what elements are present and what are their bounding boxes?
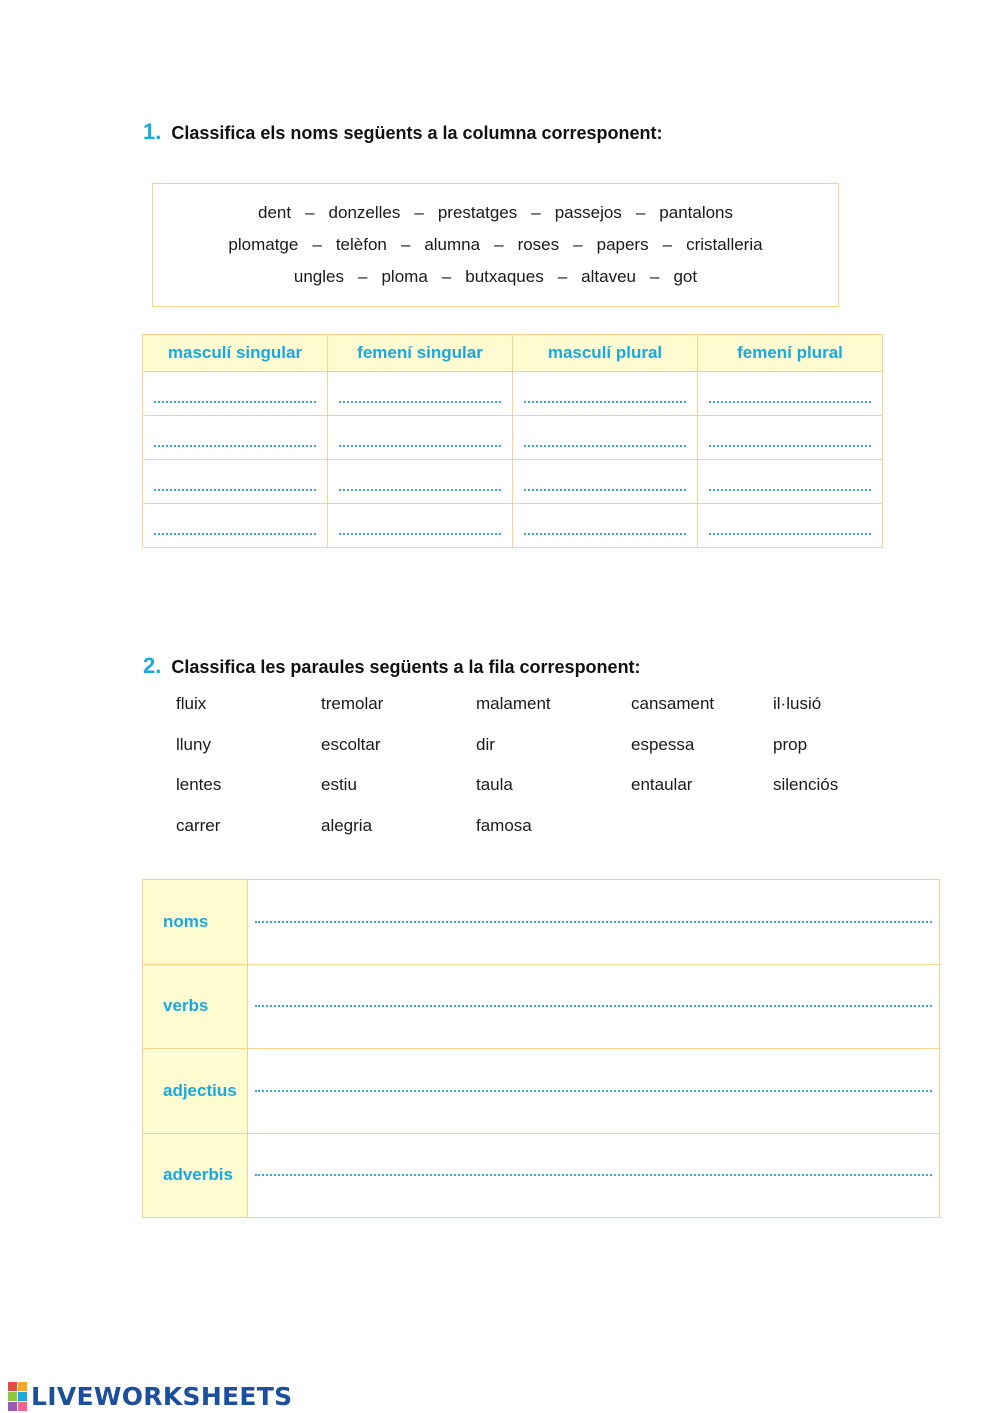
word-bank-word: ploma xyxy=(381,267,428,286)
brand-name: LIVEWORKSHEETS xyxy=(31,1382,293,1411)
answer-cell[interactable] xyxy=(513,504,698,548)
word-list-item: taula xyxy=(476,775,513,794)
word-bank-word: prestatges xyxy=(437,203,518,222)
word-separator: – xyxy=(305,203,315,222)
word-list-item: il·lusió xyxy=(773,694,822,713)
exercise-2-number: 2. xyxy=(143,653,162,678)
answer-cell[interactable] xyxy=(698,372,883,416)
dotted-answer-line xyxy=(709,533,871,535)
word-bank-word: butxaques xyxy=(465,267,544,286)
dotted-answer-line xyxy=(709,489,871,491)
word-list-row xyxy=(176,735,876,776)
word-bank-word: roses xyxy=(517,235,560,254)
liveworksheets-logo-icon xyxy=(8,1382,27,1411)
exercise-2-title xyxy=(143,653,641,679)
word-separator: – xyxy=(557,267,568,286)
category-label-verbs: verbs xyxy=(143,964,248,1049)
word-separator: – xyxy=(573,235,583,254)
word-list-item: tremolar xyxy=(321,694,384,713)
word-list-row xyxy=(176,816,876,857)
logo-square xyxy=(8,1382,17,1391)
word-bank-word: pantalons xyxy=(659,203,734,222)
answer-cell[interactable] xyxy=(143,416,328,460)
table-row xyxy=(143,416,883,460)
table-row xyxy=(143,1049,940,1134)
dotted-answer-line xyxy=(339,489,501,491)
answer-cell[interactable] xyxy=(328,460,513,504)
word-bank-line xyxy=(258,203,733,223)
word-bank-word: plomatge xyxy=(228,235,299,254)
category-label-adverbis: adverbis xyxy=(143,1133,248,1218)
answer-cell[interactable] xyxy=(698,416,883,460)
word-list-item: lentes xyxy=(176,775,222,794)
dotted-answer-line xyxy=(524,445,686,447)
dotted-answer-line xyxy=(524,489,686,491)
dotted-answer-line xyxy=(339,401,501,403)
dotted-answer-line xyxy=(255,921,932,923)
category-answer-adverbis[interactable] xyxy=(248,1133,940,1218)
word-list-row xyxy=(176,775,876,816)
word-bank-word: altaveu xyxy=(581,267,636,286)
dotted-answer-line xyxy=(154,401,316,403)
dotted-answer-line xyxy=(255,1090,932,1092)
answer-cell[interactable] xyxy=(513,416,698,460)
answer-cell[interactable] xyxy=(143,504,328,548)
answer-cell[interactable] xyxy=(328,504,513,548)
word-list-item: lluny xyxy=(176,734,211,754)
exercise-1-number: 1. xyxy=(143,119,162,144)
word-separator: – xyxy=(650,267,660,286)
dotted-answer-line xyxy=(709,401,871,403)
word-bank-word: ungles xyxy=(293,267,344,286)
word-separator: – xyxy=(400,235,411,254)
word-category-table xyxy=(142,879,940,1218)
word-separator: – xyxy=(441,267,452,286)
word-list-item: espessa xyxy=(631,734,695,754)
word-separator: – xyxy=(358,267,368,286)
column-header-masculi-plural: masculí plural xyxy=(513,335,698,372)
answer-cell[interactable] xyxy=(143,372,328,416)
word-separator: – xyxy=(635,203,646,222)
table-row xyxy=(143,1133,940,1218)
word-bank-line xyxy=(294,267,697,287)
table-row xyxy=(143,460,883,504)
logo-square xyxy=(8,1402,17,1411)
word-list-item: alegria xyxy=(321,815,373,835)
footer-brand xyxy=(8,1382,292,1411)
word-list-item: escoltar xyxy=(321,734,381,754)
category-label-noms: noms xyxy=(143,880,248,965)
answer-cell[interactable] xyxy=(328,416,513,460)
logo-square xyxy=(18,1392,27,1401)
table-row xyxy=(143,504,883,548)
logo-square xyxy=(18,1382,27,1391)
word-list-item: prop xyxy=(773,734,808,754)
dotted-answer-line xyxy=(154,445,316,447)
word-list-item: famosa xyxy=(476,815,532,835)
dotted-answer-line xyxy=(255,1174,932,1176)
word-bank-word: dent xyxy=(257,203,292,222)
category-label-adjectius: adjectius xyxy=(143,1049,248,1134)
word-list-item: cansament xyxy=(631,694,715,713)
answer-cell[interactable] xyxy=(698,460,883,504)
word-bank-box xyxy=(152,183,839,307)
dotted-answer-line xyxy=(339,533,501,535)
word-separator: – xyxy=(312,235,322,254)
dotted-answer-line xyxy=(339,445,501,447)
column-header-femeni-singular: femení singular xyxy=(328,335,513,372)
word-list-item: fluix xyxy=(176,694,207,713)
word-separator: – xyxy=(662,235,673,254)
word-bank-word: papers xyxy=(596,235,649,254)
logo-square xyxy=(8,1392,17,1401)
category-answer-noms[interactable] xyxy=(248,880,940,965)
word-bank-word: passejos xyxy=(554,203,622,222)
answer-cell[interactable] xyxy=(513,372,698,416)
word-list-item: entaular xyxy=(631,775,693,794)
table-header-row xyxy=(143,335,883,372)
word-bank-word: cristalleria xyxy=(686,235,763,254)
word-list-row xyxy=(176,694,876,735)
category-answer-verbs[interactable] xyxy=(248,964,940,1049)
dotted-answer-line xyxy=(154,533,316,535)
answer-cell[interactable] xyxy=(513,460,698,504)
column-header-masculi-singular: masculí singular xyxy=(143,335,328,372)
exercise-2-instruction: Classifica les paraules següents a la fila corresponent: xyxy=(171,657,641,677)
word-separator: – xyxy=(494,235,504,254)
word-bank-word: got xyxy=(673,267,698,286)
category-answer-adjectius[interactable] xyxy=(248,1049,940,1134)
word-list-item: carrer xyxy=(176,815,221,835)
dotted-answer-line xyxy=(524,533,686,535)
word-list-item: estiu xyxy=(321,775,357,794)
answer-cell[interactable] xyxy=(143,460,328,504)
dotted-answer-line xyxy=(255,1005,932,1007)
column-header-femeni-plural: femení plural xyxy=(698,335,883,372)
exercise-1-instruction: Classifica els noms següents a la columna corresponent: xyxy=(171,123,663,143)
word-list-item: malament xyxy=(476,694,551,713)
word-bank-word: donzelles xyxy=(328,203,401,222)
answer-cell[interactable] xyxy=(698,504,883,548)
logo-square xyxy=(18,1402,27,1411)
word-list-item: dir xyxy=(476,734,495,754)
word-bank-word: alumna xyxy=(424,235,481,254)
dotted-answer-line xyxy=(524,401,686,403)
dotted-answer-line xyxy=(709,445,871,447)
table-row xyxy=(143,880,940,965)
answer-cell[interactable] xyxy=(328,372,513,416)
word-bank-line xyxy=(228,235,762,255)
word-bank-word: telèfon xyxy=(335,235,387,254)
word-list-grid xyxy=(176,694,876,856)
exercise-1-title xyxy=(143,119,663,145)
word-separator: – xyxy=(414,203,424,222)
word-separator: – xyxy=(531,203,541,222)
dotted-answer-line xyxy=(154,489,316,491)
table-row xyxy=(143,372,883,416)
word-list-item: silenciós xyxy=(773,775,839,794)
gender-number-table xyxy=(142,334,883,548)
table-row xyxy=(143,964,940,1049)
